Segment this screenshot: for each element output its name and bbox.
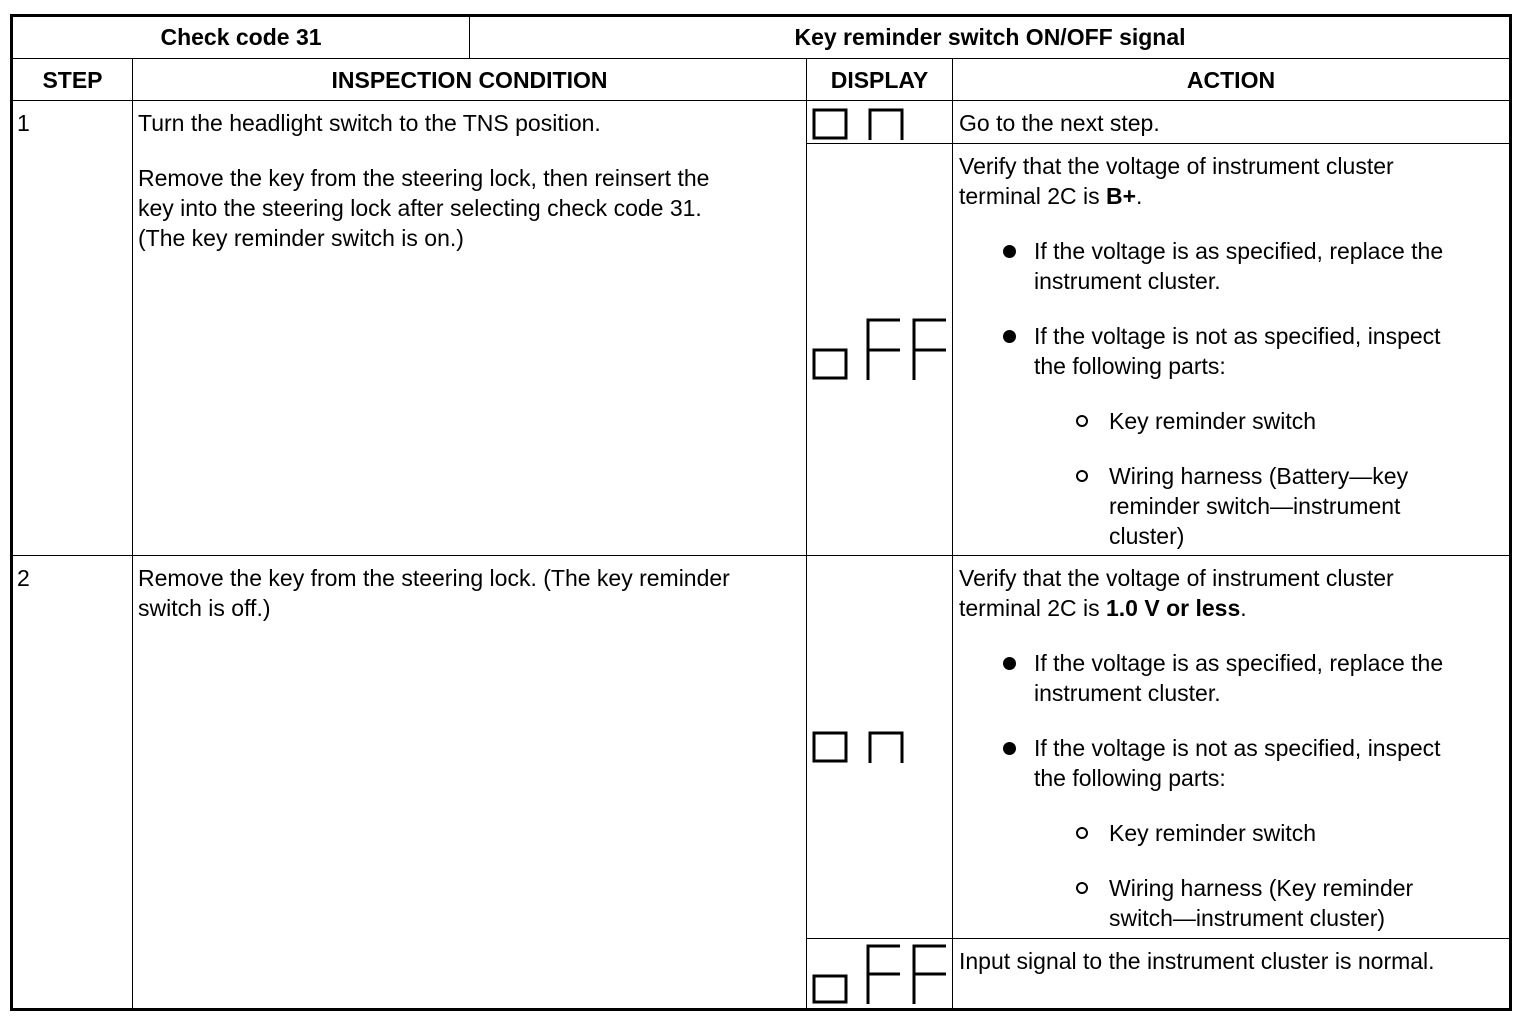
table-border-left <box>10 14 13 1011</box>
part-item: Wiring harness (Key reminder <box>1109 875 1414 901</box>
lcd-digit-o <box>812 348 848 380</box>
lcd-digit-n <box>868 108 904 140</box>
col-divider <box>806 58 807 1010</box>
col-divider <box>952 58 953 1010</box>
action-text-prefix: terminal 2C is <box>959 595 1106 621</box>
sub-bullet-icon <box>1076 882 1088 894</box>
inspection-condition: key into the steering lock after selecting check code 31. <box>138 195 702 221</box>
action-text: Go to the next step. <box>959 110 1160 136</box>
action-bullet-text: instrument cluster. <box>1034 268 1221 294</box>
lcd-digit-F <box>912 318 948 380</box>
spec-value: B+ <box>1105 183 1137 209</box>
action-text <box>959 593 1247 623</box>
lcd-digit-o <box>812 108 848 140</box>
table-border-right <box>1509 14 1512 1011</box>
action-bullet-text: If the voltage is not as specified, inspect <box>1034 323 1441 349</box>
lcd-digit-F <box>912 944 948 1004</box>
spec-value: 1.0 V or less <box>1105 595 1241 621</box>
part-item: switch—instrument cluster) <box>1109 905 1386 931</box>
action-text <box>959 181 1142 211</box>
action-bullet-text: If the voltage is as specified, replace the <box>1034 650 1444 676</box>
row-divider <box>806 938 1512 939</box>
signal-title: Key reminder switch ON/OFF signal <box>794 24 1186 50</box>
punctuation: . <box>1240 595 1247 621</box>
col-divider <box>132 58 133 1010</box>
lcd-digit-F <box>866 318 902 380</box>
action-text: Verify that the voltage of instrument cluster <box>959 153 1394 179</box>
action-text-prefix: terminal 2C is <box>959 183 1106 209</box>
action-bullet-text: If the voltage is as specified, replace the <box>1034 238 1444 264</box>
punctuation: . <box>1136 183 1143 209</box>
table-border-bottom <box>10 1008 1512 1011</box>
step-number: 1 <box>17 110 30 136</box>
row-divider <box>10 555 1512 556</box>
bullet-icon <box>1003 330 1016 343</box>
inspection-condition: (The key reminder switch is on.) <box>138 225 464 251</box>
action-bullet-text: instrument cluster. <box>1034 680 1221 706</box>
part-item: cluster) <box>1109 523 1185 549</box>
inspection-condition: Remove the key from the steering lock. (The key reminder <box>138 565 730 591</box>
inspection-condition: Remove the key from the steering lock, then reinsert the <box>138 165 710 191</box>
bullet-icon <box>1003 245 1016 258</box>
sub-bullet-icon <box>1076 470 1088 482</box>
row-divider <box>10 58 1512 59</box>
part-item: Key reminder switch <box>1109 820 1317 846</box>
table-border-top <box>10 14 1512 17</box>
bullet-icon <box>1003 657 1016 670</box>
lcd-digit-n <box>868 731 904 763</box>
action-bullet-text: the following parts: <box>1034 353 1226 379</box>
header-inspection-condition: INSPECTION CONDITION <box>331 67 608 93</box>
inspection-condition: Turn the headlight switch to the TNS position. <box>138 110 601 136</box>
part-item: Key reminder switch <box>1109 408 1317 434</box>
action-text: Verify that the voltage of instrument cluster <box>959 565 1394 591</box>
step-number: 2 <box>17 565 30 591</box>
part-item: Wiring harness (Battery—key <box>1109 463 1409 489</box>
action-text: Input signal to the instrument cluster is normal. <box>959 948 1435 974</box>
sub-bullet-icon <box>1076 827 1088 839</box>
lcd-digit-o <box>812 974 848 1004</box>
header-step: STEP <box>42 67 103 93</box>
sub-bullet-icon <box>1076 415 1088 427</box>
row-divider <box>806 143 1512 144</box>
header-action: ACTION <box>1186 67 1276 93</box>
action-bullet-text: the following parts: <box>1034 765 1226 791</box>
header-display: DISPLAY <box>830 67 929 93</box>
action-bullet-text: If the voltage is not as specified, inspect <box>1034 735 1441 761</box>
bullet-icon <box>1003 742 1016 755</box>
lcd-digit-F <box>866 944 902 1004</box>
check-code-title: Check code 31 <box>160 24 322 50</box>
row-divider <box>10 100 1512 101</box>
inspection-condition: switch is off.) <box>138 595 271 621</box>
part-item: reminder switch—instrument <box>1109 493 1401 519</box>
lcd-digit-o <box>812 731 848 763</box>
